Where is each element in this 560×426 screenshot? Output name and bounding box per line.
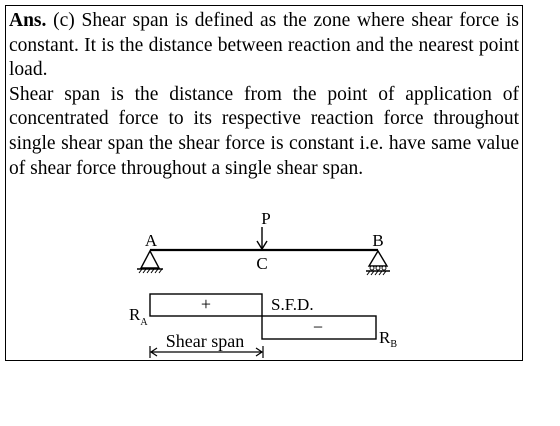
reaction-b-label	[379, 328, 397, 350]
label-b: B	[372, 231, 384, 250]
answer-prefix: Ans.	[9, 10, 47, 31]
answer-paragraph-2: Shear span is the distance from the point of application of concentrated force to its respective reaction force throughout single shear span the shear force is constant i.e. have same value of shear force throughout a single shear span.	[9, 83, 519, 179]
sfd-plus-sign: +	[200, 294, 212, 314]
load-arrow-icon	[257, 227, 267, 249]
reaction-b-sub: B	[390, 339, 398, 350]
reaction-a-sub: A	[140, 317, 148, 328]
label-p: P	[261, 209, 271, 228]
reaction-b-main: R	[379, 328, 391, 347]
reaction-a-label	[129, 305, 148, 328]
sfd-label: S.F.D.	[271, 295, 314, 314]
shear-span-label: Shear span	[165, 331, 245, 351]
support-b-icon	[366, 251, 390, 275]
answer-para1-text: Shear span is defined as the zone where shear force is constant. It is the distance between reaction and the nearest point load.	[9, 10, 519, 81]
support-a-icon	[137, 251, 163, 273]
sfd-minus-sign: −	[312, 317, 324, 337]
label-a: A	[144, 231, 158, 250]
label-c: C	[256, 254, 268, 273]
answer-option: (c)	[53, 10, 75, 31]
reaction-a-main: R	[129, 305, 141, 324]
